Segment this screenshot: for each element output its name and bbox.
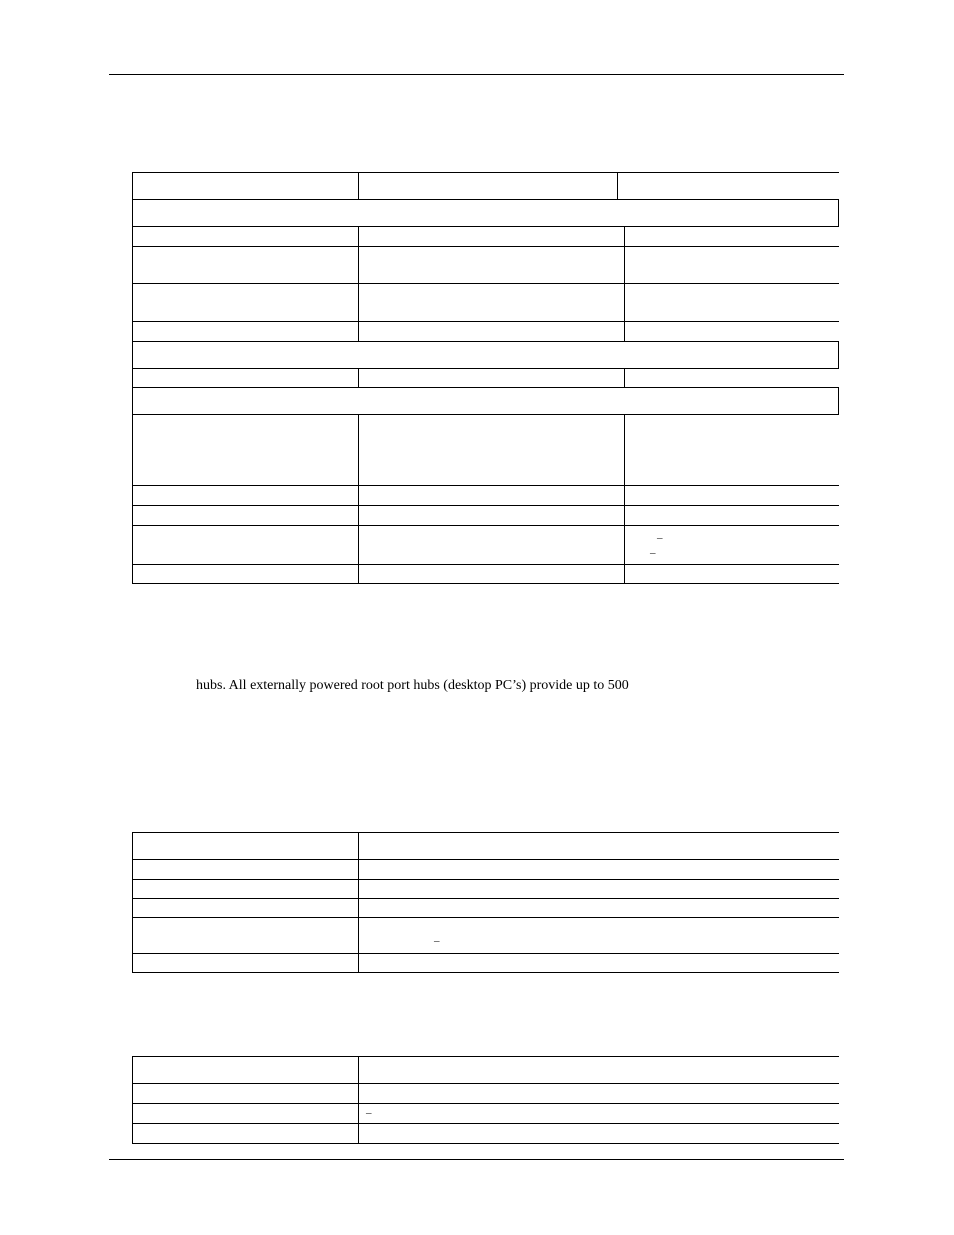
table-cell (133, 899, 359, 917)
table-cell (133, 1084, 359, 1103)
header-rule (109, 74, 844, 75)
table-row (133, 565, 839, 584)
dash-mark: – (366, 1107, 372, 1119)
table-header-row (133, 833, 839, 860)
table-cell (359, 526, 625, 564)
table-cell (359, 415, 625, 485)
table-cell (133, 506, 359, 525)
table-cell (359, 227, 625, 246)
table-row (133, 322, 839, 342)
dash-mark: – (434, 935, 440, 947)
table-cell (133, 860, 359, 879)
table-cell (133, 1124, 359, 1143)
table-cell (133, 247, 359, 283)
table-cell (133, 227, 359, 246)
specification-table-1 (132, 172, 839, 584)
table-row (133, 369, 839, 388)
table-cell (133, 526, 359, 564)
table-cell (359, 173, 618, 199)
table-row (133, 227, 839, 247)
table-cell (133, 833, 359, 859)
table-row (133, 415, 839, 486)
footer-rule (109, 1159, 844, 1160)
table-row (133, 899, 839, 918)
table-row (133, 918, 839, 954)
dash-mark: – (657, 532, 663, 544)
section-row (133, 200, 839, 227)
section-row (133, 388, 839, 415)
dash-mark: – (650, 547, 656, 559)
section-row (133, 342, 839, 369)
table-row (133, 1104, 839, 1124)
table-cell (133, 954, 359, 972)
table-cell (359, 247, 625, 283)
table-row (133, 486, 839, 506)
table-cell (359, 322, 625, 341)
table-row (133, 1084, 839, 1104)
table-cell (133, 565, 359, 583)
table-cell (133, 1057, 359, 1083)
table-header-row (133, 173, 839, 200)
table-row (133, 880, 839, 899)
table-header-row (133, 1057, 839, 1084)
table-cell (133, 918, 359, 953)
specification-table-2 (132, 832, 839, 973)
table-row (133, 526, 839, 565)
table-cell (133, 284, 359, 321)
table-cell (359, 565, 625, 583)
table-cell (359, 506, 625, 525)
table-cell (133, 880, 359, 898)
table-cell (133, 173, 359, 199)
table-row (133, 860, 839, 880)
table-row (133, 284, 839, 322)
table-cell (133, 1104, 359, 1123)
table-cell (133, 415, 359, 485)
power-note: hubs. All externally powered root port hubs (desktop PC’s) provide up to 500 (196, 678, 629, 693)
table-cell (359, 486, 625, 505)
table-cell (133, 369, 359, 387)
table-row (133, 506, 839, 526)
specification-table-3 (132, 1056, 839, 1144)
table-cell (359, 284, 625, 321)
table-cell (359, 369, 625, 387)
table-row (133, 1124, 839, 1144)
table-cell (133, 322, 359, 341)
table-row (133, 954, 839, 973)
table-row (133, 247, 839, 284)
table-cell (133, 486, 359, 505)
